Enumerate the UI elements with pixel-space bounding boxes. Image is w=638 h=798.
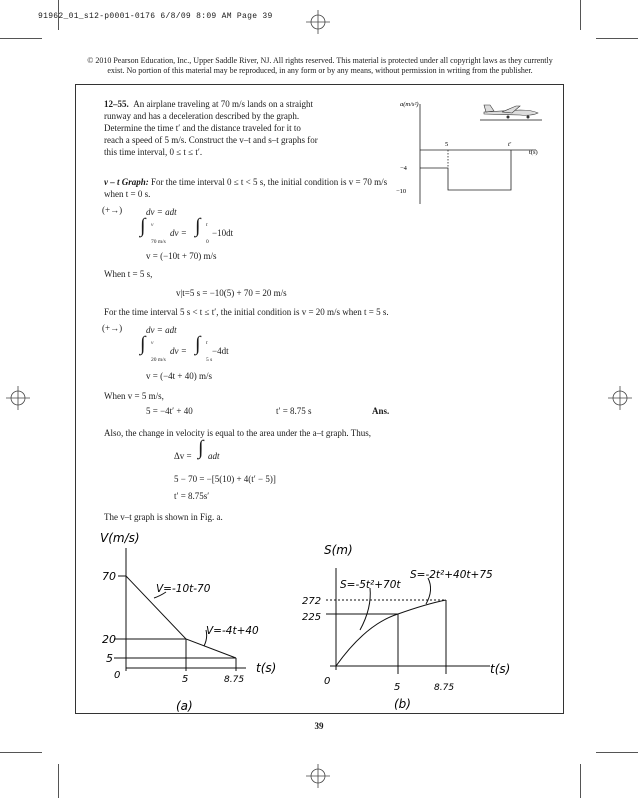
a-t-tick-minus4: −4 (400, 165, 407, 172)
integral-lower: 20 m/s (151, 357, 166, 363)
vt-eq-2: V=-4t+40 (206, 625, 259, 637)
integral-sign: ∫ (195, 215, 201, 237)
equation-6 (140, 333, 300, 364)
st-origin: 0 (324, 676, 331, 687)
problem-number: 12–55. (104, 99, 129, 109)
vt-ylabel: V(m/s) (100, 531, 140, 545)
problem-statement (104, 98, 318, 158)
copyright-line-1: © 2010 Pearson Education, Inc., Upper Saddle River, NJ. All rights reserved. This material is protected under all copyright laws as they currently (87, 56, 553, 65)
st-eq-2: S=-2t²+40t+75 (410, 569, 493, 581)
sign-convention: (+→) (102, 323, 123, 333)
st-tick-225: 225 (302, 612, 322, 623)
integral-sign: ∫ (140, 215, 146, 237)
page-number: 39 (314, 721, 324, 731)
vt-text-2: when t = 0 s. (104, 189, 151, 199)
vt-origin: 0 (114, 670, 121, 681)
when-t-5: When t = 5 s, (104, 269, 153, 279)
job-header: 91962_01_s12-p0001-0176 6/8/09 8:09 AM Page 39 (38, 12, 273, 21)
st-hand-graph (300, 540, 525, 718)
integral-sign: ∫ (198, 437, 204, 459)
st-eq-1: S=-5t²+70t (340, 579, 401, 591)
problem-line: Determine the time t′ and the distance traveled for it to (104, 123, 301, 133)
copyright-line-2: exist. No portion of this material may be reproduced, in any form or by any means, without permission in writing from the publisher. (107, 66, 533, 75)
integral-sign: ∫ (195, 333, 201, 355)
problem-line: An airplane traveling at 70 m/s lands on a straight (133, 99, 313, 109)
a-t-tick-minus10: −10 (396, 188, 407, 195)
st-ylabel: S(m) (324, 543, 353, 557)
st-x-875: 8.75 (434, 683, 455, 693)
equation-8a: 5 = −4t′ + 40 (146, 406, 193, 416)
vt-tick-5: 5 (106, 652, 113, 665)
integral-right-expr: adt (208, 451, 220, 461)
integral-upper: t (206, 340, 208, 346)
integral-upper: v (151, 222, 154, 228)
a-t-tick-tprime: t′ (508, 141, 512, 148)
equation-2 (140, 215, 300, 246)
equation-5: dv = adt (146, 325, 177, 335)
equation-4: v|t=5 s = −10(5) + 70 = 20 m/s (176, 288, 287, 298)
st-tick-272: 272 (302, 596, 322, 607)
equation-8b: t′ = 8.75 s (276, 406, 312, 416)
integral-left-expr: dv = (170, 346, 187, 356)
vt-hand-graph (96, 526, 306, 716)
fig-text: The v–t graph is shown in Fig. a. (104, 512, 223, 522)
st-caption: (b) (394, 697, 411, 711)
integral-lower: 0 (206, 239, 209, 245)
st-x-5: 5 (394, 682, 401, 693)
equation-1: dv = adt (146, 207, 177, 217)
integral-left-expr: dv = (170, 228, 187, 238)
equation-9 (174, 437, 294, 468)
integral-lower: 5 s (206, 357, 213, 363)
vt-tick-70: 70 (102, 570, 116, 583)
sign-convention: (+→) (102, 205, 123, 215)
integral-right-expr: −4dt (212, 346, 229, 356)
integral-sign: ∫ (140, 333, 146, 355)
integral-upper: v (151, 340, 154, 346)
delta-v-expr: Δv = (174, 451, 192, 461)
equation-10: 5 − 70 = −[5(10) + 4(t′ − 5)] (174, 474, 276, 484)
vt-tick-20: 20 (102, 633, 116, 646)
vt-xlabel: t(s) (256, 661, 277, 675)
vt-x-875: 8.75 (224, 675, 245, 685)
airplane-illustration (480, 100, 542, 124)
vt-heading: v – t Graph: (104, 177, 149, 187)
equation-7: v = (−4t + 40) m/s (146, 371, 212, 381)
integral-upper: t (206, 222, 208, 228)
when-v-5: When v = 5 m/s, (104, 391, 164, 401)
problem-line: runway and has a deceleration described by the graph. (104, 111, 300, 121)
equation-11: t′ = 8.75s′ (174, 491, 210, 501)
a-t-tick-5: 5 (445, 141, 449, 148)
answer-label: Ans. (372, 406, 390, 416)
integral-lower: 70 m/s (151, 239, 166, 245)
vt-text: For the time interval 0 ≤ t < 5 s, the initial condition is v = 70 m/s (151, 177, 388, 187)
vt-x-5: 5 (182, 674, 189, 685)
equation-3: v = (−10t + 70) m/s (146, 251, 217, 261)
problem-line: this time interval, 0 ≤ t ≤ t′. (104, 147, 203, 157)
vt-intro (104, 176, 514, 200)
vt-eq-1: V=-10t-70 (156, 583, 211, 595)
problem-line: reach a speed of 5 m/s. Construct the v–t and s–t graphs for (104, 135, 318, 145)
a-t-ylabel: a(m/s²) (400, 101, 419, 108)
interval-2-text: For the time interval 5 s < t ≤ t′, the initial condition is v = 20 m/s when t = 5 s. (104, 307, 389, 317)
area-text: Also, the change in velocity is equal to the area under the a–t graph. Thus, (104, 428, 372, 438)
integral-right-expr: −10dt (212, 228, 234, 238)
st-xlabel: t(s) (490, 662, 511, 676)
vt-caption: (a) (176, 699, 193, 713)
a-t-xlabel: t(s) (529, 149, 538, 156)
